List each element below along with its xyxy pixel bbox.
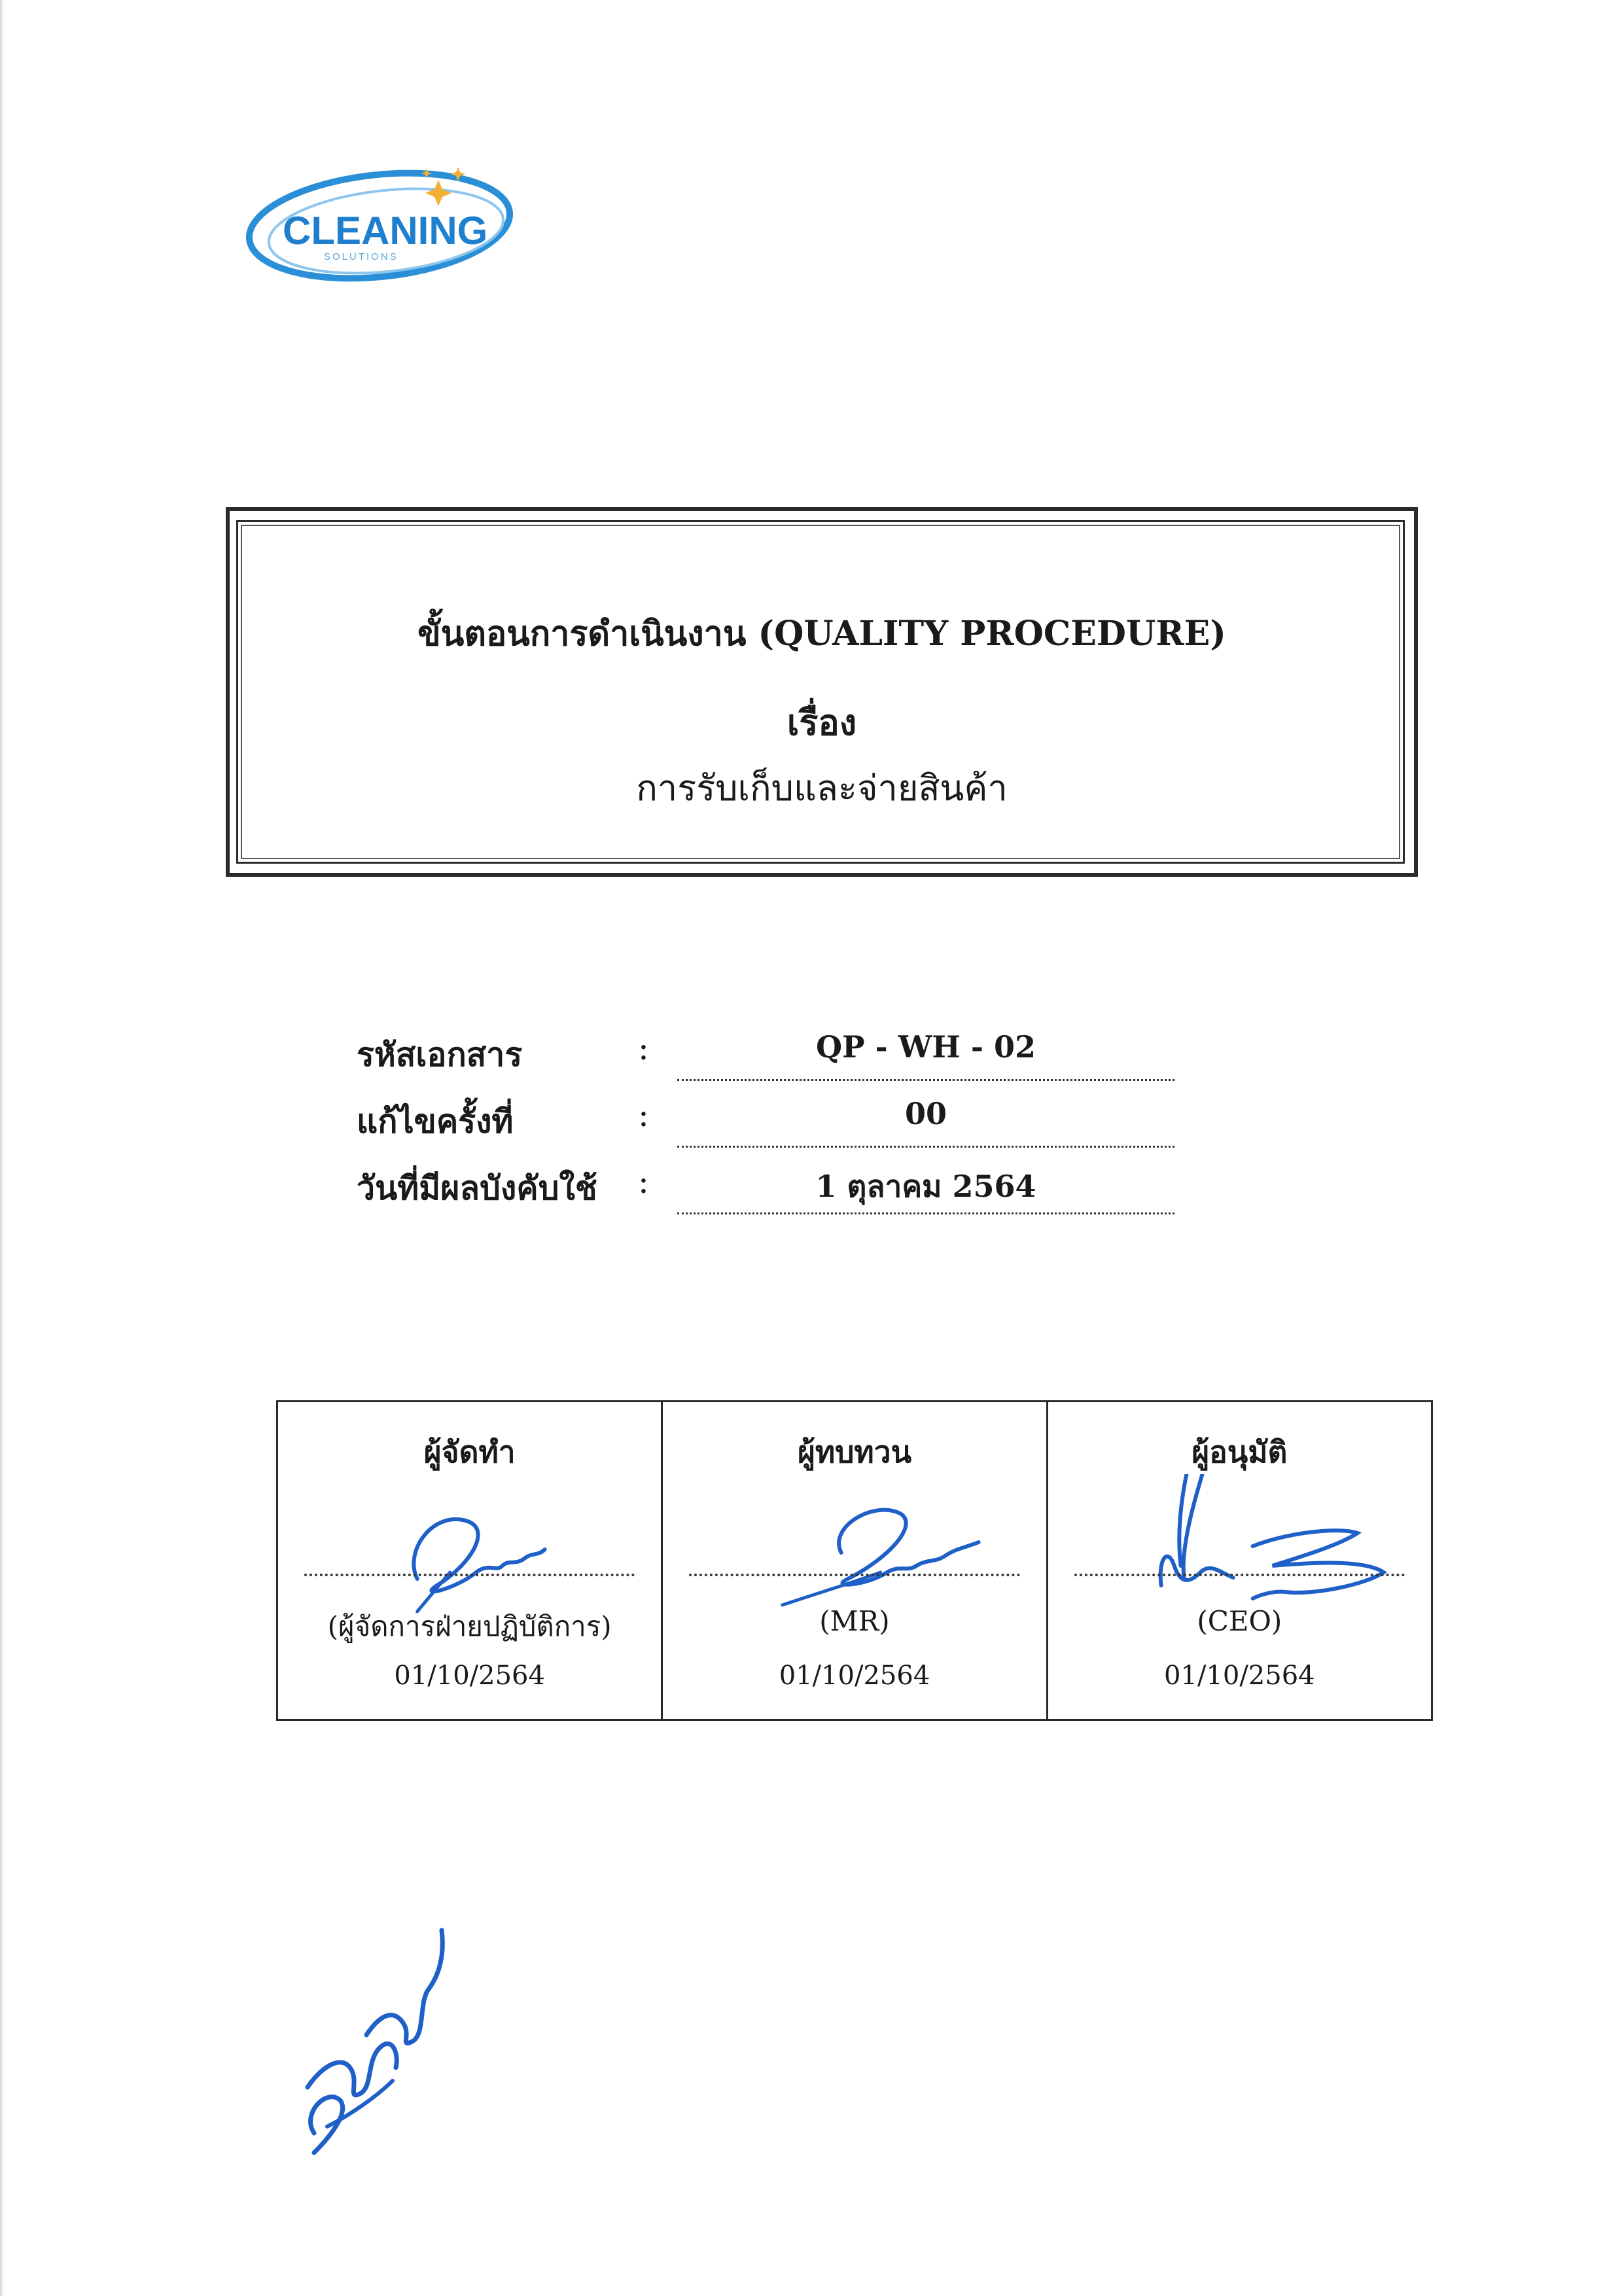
signature-line <box>689 1574 1019 1576</box>
handwritten-signature <box>689 1474 1019 1625</box>
info-value: 00 <box>904 1096 947 1131</box>
info-row-revision <box>357 1096 1181 1155</box>
document-type-title: ขั้นตอนการดำเนินงาน (QUALITY PROCEDURE) <box>417 614 1226 654</box>
logo-subtext: SOLUTIONS <box>324 251 398 262</box>
signature-role: ผู้จัดทำ <box>423 1434 516 1470</box>
scan-edge <box>0 0 4 2296</box>
info-label: รหัสเอกสาร <box>357 1035 523 1074</box>
info-colon: : <box>638 1029 649 1067</box>
info-label: แก้ไขครั้งที่ <box>357 1102 514 1140</box>
signature-date: 01/10/2564 <box>394 1661 545 1691</box>
signature-title: (ผู้จัดการฝ่ายปฏิบัติการ) <box>327 1610 612 1642</box>
info-value: 1 ตุลาคม 2564 <box>815 1169 1036 1204</box>
subject-title: การรับเก็บและจ่ายสินค้า <box>636 768 1008 809</box>
handwritten-signature <box>304 1474 635 1625</box>
signature-title: (MR) <box>819 1605 890 1637</box>
info-row-effective-date <box>357 1163 1181 1222</box>
signature-table <box>276 1400 1433 1721</box>
signature-line <box>1074 1574 1405 1576</box>
info-value: QP - WH - 02 <box>815 1029 1036 1065</box>
dotted-line <box>677 1146 1174 1148</box>
info-colon: : <box>638 1163 649 1201</box>
dotted-line <box>677 1079 1174 1081</box>
signature-title: (CEO) <box>1197 1605 1282 1637</box>
signature-role: ผู้อนุมัติ <box>1192 1434 1288 1470</box>
info-label: วันที่มีผลบังคับใช้ <box>357 1169 597 1207</box>
signature-cell-preparer <box>278 1402 663 1719</box>
info-colon: : <box>638 1096 649 1134</box>
signature-role: ผู้ทบทวน <box>797 1434 912 1470</box>
signature-date: 01/10/2564 <box>779 1661 930 1691</box>
signature-line <box>304 1574 635 1576</box>
handwritten-initials <box>288 1917 458 2166</box>
title-box <box>226 507 1418 877</box>
handwritten-signature <box>1074 1474 1405 1625</box>
signature-date: 01/10/2564 <box>1164 1661 1315 1691</box>
signature-cell-reviewer <box>663 1402 1048 1719</box>
signature-cell-approver <box>1048 1402 1431 1719</box>
dotted-line <box>677 1212 1174 1214</box>
info-row-document-code <box>357 1029 1181 1088</box>
company-logo <box>242 160 530 291</box>
logo-text: CLEANING <box>283 209 488 253</box>
subject-label: เรื่อง <box>786 701 857 743</box>
